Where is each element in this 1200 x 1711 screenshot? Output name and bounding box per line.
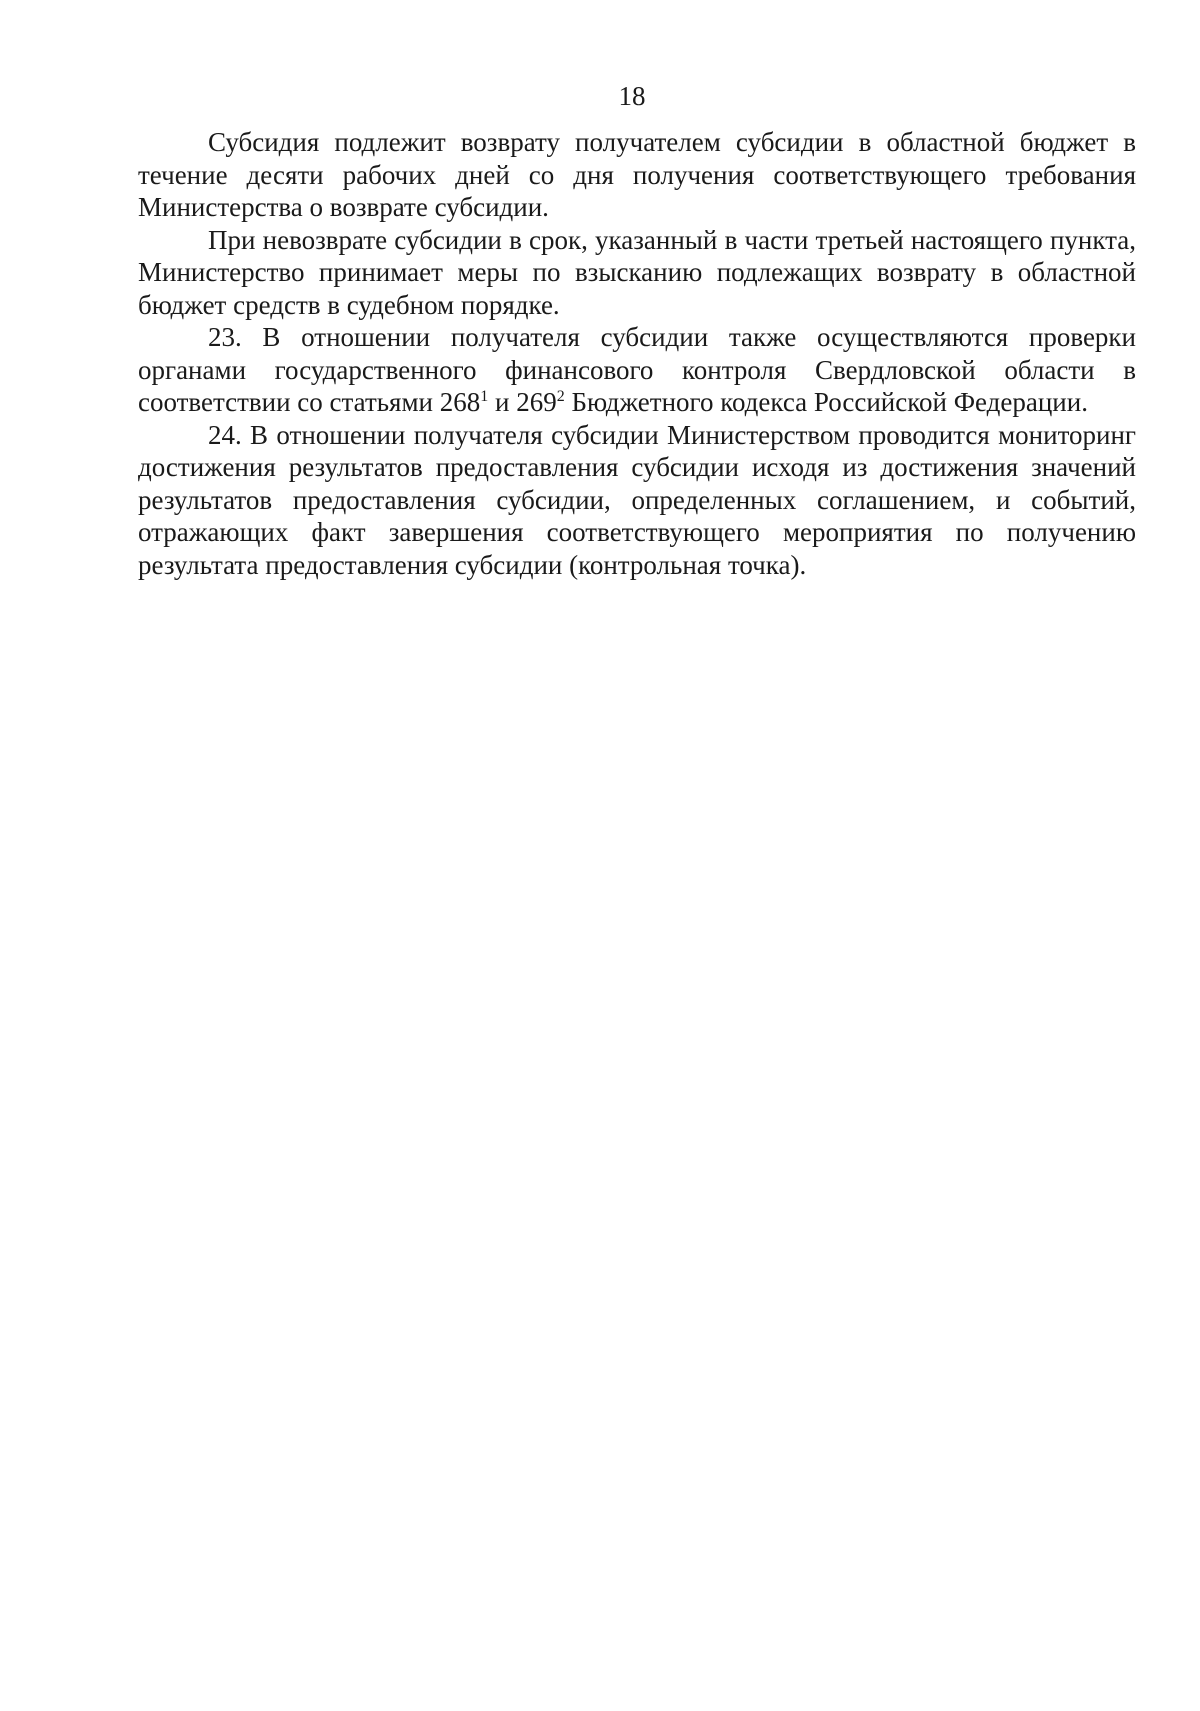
- paragraph-non-return: При невозврате субсидии в срок, указанный в части третьей настоящего пункта, Министерство принимает меры по взысканию подлежащих возврату в областной бюджет средств в судебном порядке.: [138, 224, 1136, 320]
- paragraph-subsidy-return: Субсидия подлежит возврату получателем субсидии в областной бюджет в течение десяти рабочих дней со дня получения соответствующего требования Министерства о возврате субсидии.: [138, 127, 1136, 222]
- item-23-text-end: Бюджетного кодекса Российской Федерации.: [564, 387, 1088, 417]
- paragraph-item-24: 24. В отношении получателя субсидии Министерством проводится мониторинг достижения результатов предоставления субсидии исходя из достижения значений результатов предоставления субсидии, определенных соглашением, и событий, отражающих факт завершения соответствующего мероприятия по получению результата предоставления субсидии (контрольная точка).: [138, 419, 1136, 580]
- document-body: [138, 126, 1136, 581]
- item-23-text: 23. В отношении получателя субсидии также осуществляются проверки органами государственного финансового контроля Свердловской области в соответствии со статьями 268: [138, 322, 1136, 417]
- paragraph-item-23: [138, 321, 1136, 419]
- item-23-text-cont: и 269: [488, 387, 557, 417]
- superscript-1: 1: [480, 388, 489, 405]
- superscript-2: 2: [556, 388, 565, 405]
- page-number: 18: [618, 81, 646, 111]
